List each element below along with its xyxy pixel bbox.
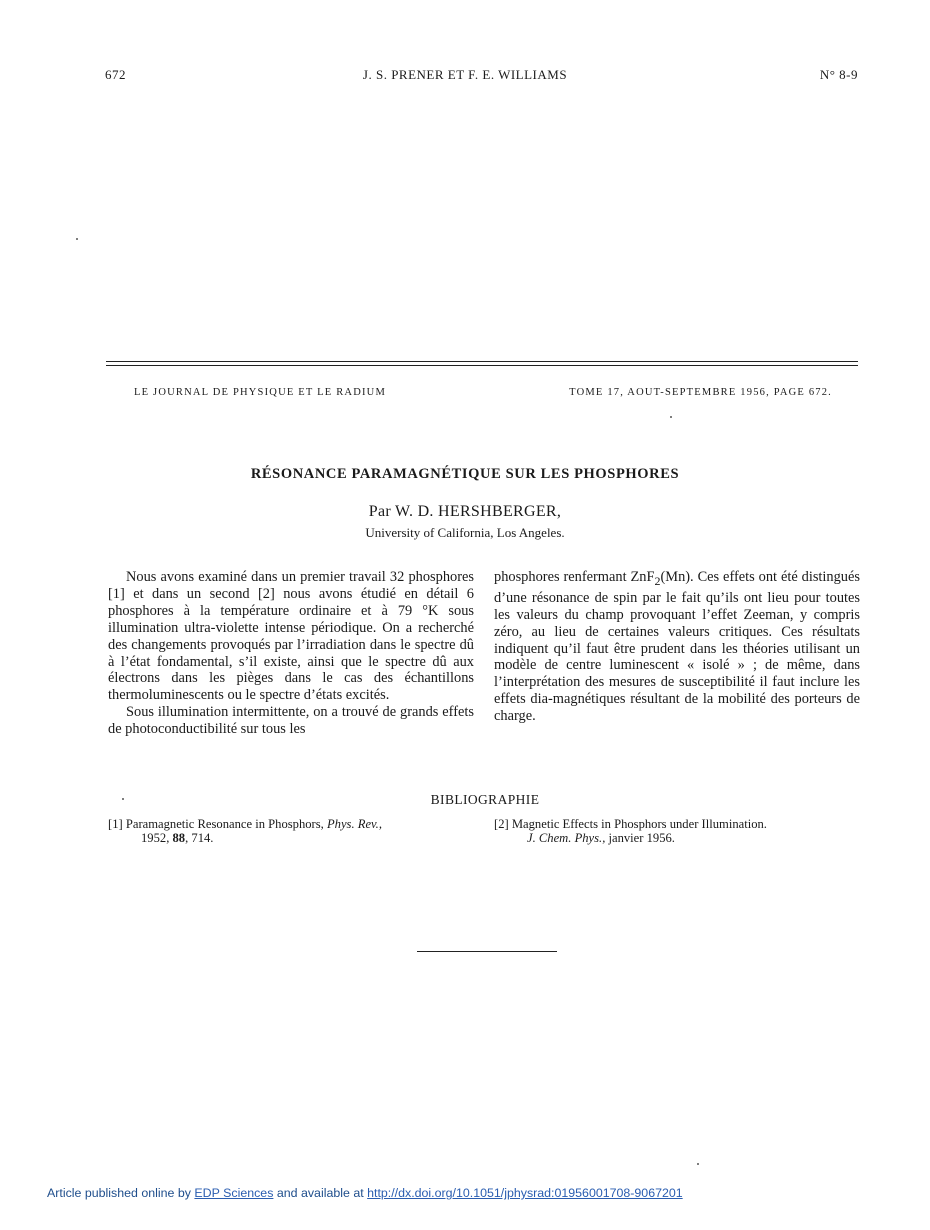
end-of-article-rule bbox=[417, 951, 557, 952]
body-paragraph: Sous illumination intermittente, on a trouvé de grands effets de photoconductibilité sur tous les bbox=[108, 704, 474, 738]
scan-speck bbox=[76, 238, 78, 240]
doi-link[interactable]: http://dx.doi.org/10.1051/jphysrad:01956001708-9067201 bbox=[367, 1186, 683, 1200]
body-column-right bbox=[494, 569, 860, 725]
reference-1 bbox=[108, 817, 474, 845]
reference-title: Magnetic Effects in Phosphors under Illumination. bbox=[511, 817, 767, 831]
footer-prefix: Article published online by bbox=[47, 1186, 191, 1200]
publication-footer bbox=[47, 1186, 683, 1200]
reference-journal: Phys. Rev., bbox=[326, 817, 382, 831]
reference-year: 1952, bbox=[141, 831, 170, 845]
subscript: 2 bbox=[654, 573, 661, 588]
article-title: RÉSONANCE PARAMAGNÉTIQUE SUR LES PHOSPHORES bbox=[250, 466, 680, 482]
body-paragraph: Nous avons examiné dans un premier travail 32 phosphores [1] et dans un second [2] nous avons étudié en détail 6 phosphores à la température ordinaire et à 79 °K sous illumination ultra-violette intense périodique. On a recherché des changements provoqués par l’irradiation dans le spectre dû à l’état fondamental, s’il existe, ainsi que le spectre dû aux électrons dans les pièges dans le cas des échantillons thermoluminescents ou le spectre d’états excités. bbox=[108, 569, 474, 704]
footer-middle: and available at bbox=[276, 1186, 364, 1200]
header-rule bbox=[106, 361, 858, 362]
running-head-issue: N° 8-9 bbox=[819, 67, 858, 82]
scan-speck bbox=[697, 1163, 699, 1165]
reference-title: Paramagnetic Resonance in Phosphors, bbox=[125, 817, 324, 831]
reference-date: janvier 1956. bbox=[608, 831, 675, 845]
author-byline: Par W. D. HERSHBERGER, bbox=[368, 503, 562, 520]
author-affiliation: University of California, Los Angeles. bbox=[365, 525, 565, 540]
reference-pages: , 714. bbox=[185, 831, 214, 845]
scan-speck bbox=[670, 416, 672, 418]
header-rule bbox=[106, 365, 858, 366]
journal-volume-info: TOME 17, AOUT-SEPTEMBRE 1956, PAGE 672. bbox=[569, 387, 832, 398]
page-number: 672 bbox=[105, 67, 126, 82]
reference-number: [1] bbox=[108, 817, 123, 831]
reference-volume: 88 bbox=[172, 831, 186, 845]
body-text: (Mn). Ces effets ont été distingués d’une résonance de spin par le fait qu’ils ont lieu pour toutes les valeurs du champ provoquant l’effet Zeeman, y compris zéro, au lieu de certaines valeurs critiques. Ces résultats indiquent qu’il faut être prudent dans les théories utilisant un modèle de centre luminescent « isolé » ; de même, dans l’interprétation des mesures de susceptibilité il faut inclure les effets dia-magnétiques résultant de la mobilité des porteurs de charge. bbox=[494, 569, 860, 725]
reference-2 bbox=[494, 817, 862, 845]
journal-name: LE JOURNAL DE PHYSIQUE ET LE RADIUM bbox=[134, 387, 386, 398]
body-paragraph bbox=[494, 569, 860, 725]
body-column-left bbox=[108, 569, 474, 738]
running-head-authors: J. S. PRENER ET F. E. WILLIAMS bbox=[362, 67, 568, 82]
reference-journal: J. Chem. Phys., bbox=[527, 831, 606, 845]
body-text: phosphores renfermant ZnF bbox=[494, 569, 655, 585]
bibliography-title: BIBLIOGRAPHIE bbox=[430, 792, 540, 807]
publisher-link[interactable]: EDP Sciences bbox=[194, 1186, 274, 1200]
reference-number: [2] bbox=[494, 817, 509, 831]
